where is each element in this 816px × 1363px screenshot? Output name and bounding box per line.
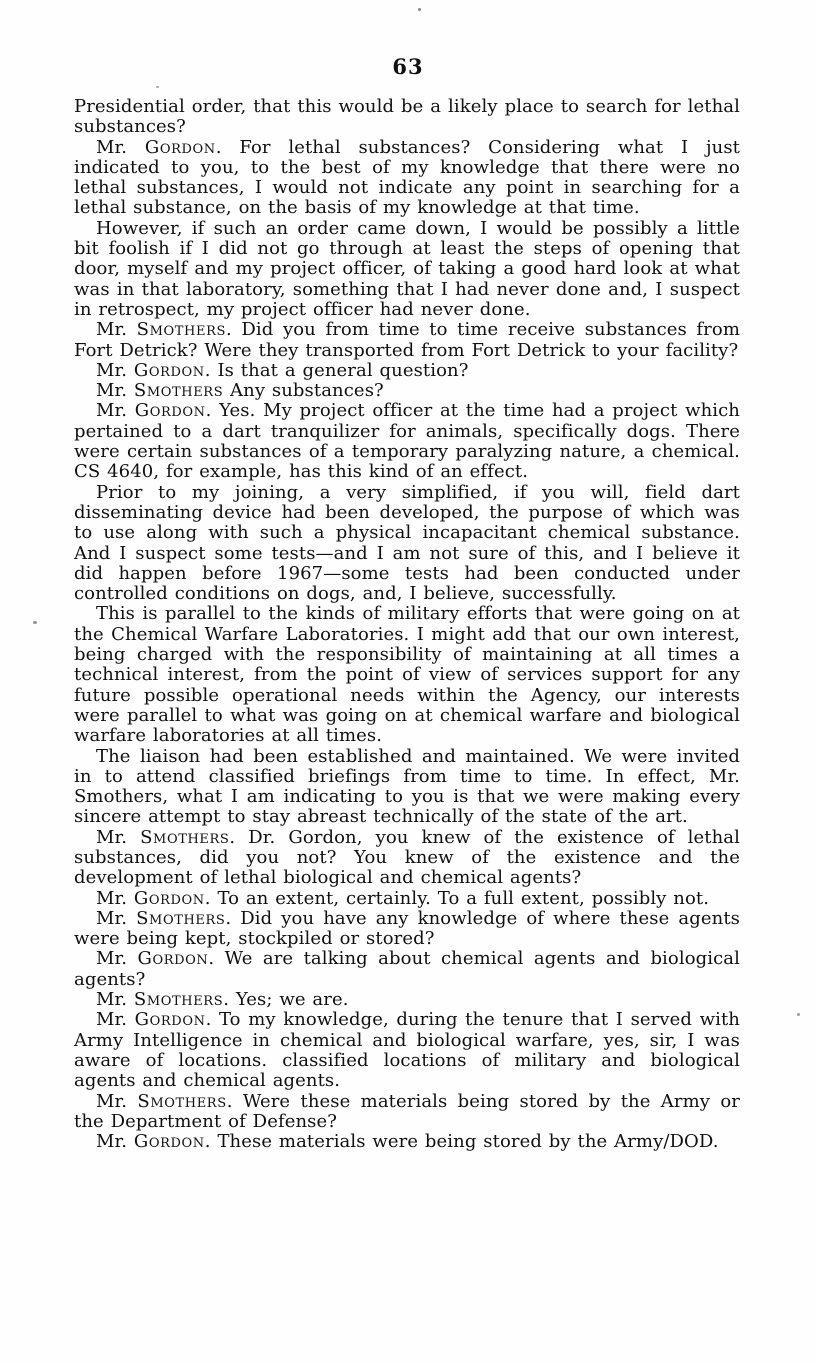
paragraph: [74, 1132, 740, 1152]
text-run: . We are talking about chemical agents and biological agents?: [74, 948, 740, 990]
speaker-name: Gordon: [134, 400, 206, 422]
paragraph: [74, 889, 740, 909]
text-run: This is parallel to the kinds of military efforts that were going on at the Chemical Warfare Laboratories. I might add that our own interest, being charged with the responsibility of maintaining at all times a technical interest, from the point of view of services support for any future possible operational needs within the Agency, our interests were parallel to what was going on at chemical warfare and biological warfare laboratories at all times.: [74, 603, 740, 747]
speaker-name: Gordon: [133, 1131, 205, 1153]
text-run: Mr.: [96, 989, 134, 1011]
scan-speck: [418, 8, 421, 11]
text-run: Mr.: [96, 380, 134, 402]
transcript-body: [74, 97, 740, 1152]
scan-speck: [33, 621, 37, 624]
paragraph: [74, 483, 740, 605]
text-run: Mr.: [96, 907, 137, 929]
text-run: . Yes. My project officer at the time had a project which pertained to a dart tranquilizer for animals, specifically dogs. There were certain substances of a temporary paralyzing nature, a chemical. CS 4640, for example, has this kind of an effect.: [74, 400, 740, 483]
text-run: Mr.: [96, 136, 145, 158]
paragraph: [74, 219, 740, 320]
paragraph: [74, 401, 740, 482]
speaker-name: Smothers: [136, 319, 226, 341]
text-run: Mr.: [96, 1009, 135, 1031]
text-run: . These materials were being stored by the Army/DOD.: [204, 1131, 719, 1153]
speaker-name: Gordon: [133, 359, 205, 381]
text-run: Presidential order, that this would be a likely place to search for lethal substances?: [74, 96, 740, 138]
text-run: Mr.: [96, 948, 138, 970]
text-run: Mr.: [96, 319, 137, 341]
paragraph: [74, 909, 740, 950]
text-run: . Yes; we are.: [223, 989, 349, 1011]
text-run: Mr.: [96, 400, 135, 422]
speaker-name: Smothers: [137, 1090, 227, 1112]
paragraph: [74, 381, 740, 401]
text-run: . To my knowledge, during the tenure that I served with Army Intelligence in chemical and biological warfare, yes, sir, I was aware of locations. classified locations of military and biological agents and chemical agents.: [74, 1009, 740, 1092]
text-run: . Dr. Gordon, you knew of the existence of lethal substances, did you not? You knew of the existence and the development of lethal biological and chemical agents?: [74, 826, 740, 889]
speaker-name: Gordon: [144, 136, 216, 158]
paragraph: [74, 138, 740, 219]
speaker-name: Gordon: [133, 887, 205, 909]
paragraph: [74, 604, 740, 746]
paragraph: [74, 320, 740, 361]
text-run: . Did you have any knowledge of where these agents were being kept, stockpiled or stored?: [74, 907, 740, 950]
text-run: The liaison had been established and maintained. We were invited in to attend classified briefings from time to time. In effect, Mr. Smothers, what I am indicating to you is that we were making every sincere attempt to stay abreast technically of the state of the art.: [74, 745, 740, 828]
text-run: . Is that a general question?: [204, 359, 469, 381]
paragraph: [74, 1010, 740, 1091]
paragraph: [74, 828, 740, 889]
paragraph: [74, 747, 740, 828]
speaker-name: Gordon: [137, 948, 209, 970]
text-run: Mr.: [96, 1131, 134, 1153]
speaker-name: Smothers: [133, 989, 224, 1011]
paragraph: [74, 949, 740, 990]
text-run: . To an extent, certainly. To a full extent, possibly not.: [204, 887, 710, 909]
text-run: However, if such an order came down, I would be possibly a little bit foolish if I did not go through at least the steps of opening that door, myself and my project officer, of taking a good hard look at what was in that laboratory, something that I had never done and, I suspect in retrospect, my project officer had never done.: [74, 217, 740, 320]
speaker-name: Smothers: [140, 826, 230, 848]
text-run: Mr.: [96, 1090, 138, 1112]
text-run: . For lethal substances? Considering what I just indicated to you, to the best of my knowledge that there were no lethal substances, I would not indicate any point in searching for a lethal substance, on the basis of my knowledge at that time.: [74, 136, 740, 219]
speaker-name: Gordon: [134, 1009, 206, 1031]
text-run: . Were these materials being stored by the Army or the Department of Defense?: [74, 1090, 741, 1132]
scan-speck: [156, 86, 159, 88]
text-run: . Did you from time to time receive substances from Fort Detrick? Were they transported from Fort Detrick to your facility?: [74, 319, 740, 361]
page-number: 63: [392, 54, 424, 79]
text-run: Any substances?: [223, 380, 384, 402]
text-run: Mr.: [96, 359, 134, 381]
scan-speck: [797, 1013, 800, 1016]
text-run: Prior to my joining, a very simplified, if you will, field dart disseminating device had been developed, the purpose of which was to use along with such a physical incapacitant chemical substance. And I suspect some tests—and I am not sure of this, and I believe it did happen before 1967—some tests had been conducted under controlled conditions on dogs, and, I believe, successfully.: [74, 481, 740, 605]
paragraph: [74, 97, 740, 138]
paragraph: [74, 1092, 740, 1133]
paragraph: [74, 361, 740, 381]
paragraph: [74, 990, 740, 1010]
speaker-name: Smothers: [133, 380, 224, 402]
text-run: Mr.: [96, 826, 141, 848]
speaker-name: Smothers: [136, 907, 226, 929]
text-run: Mr.: [96, 887, 134, 909]
